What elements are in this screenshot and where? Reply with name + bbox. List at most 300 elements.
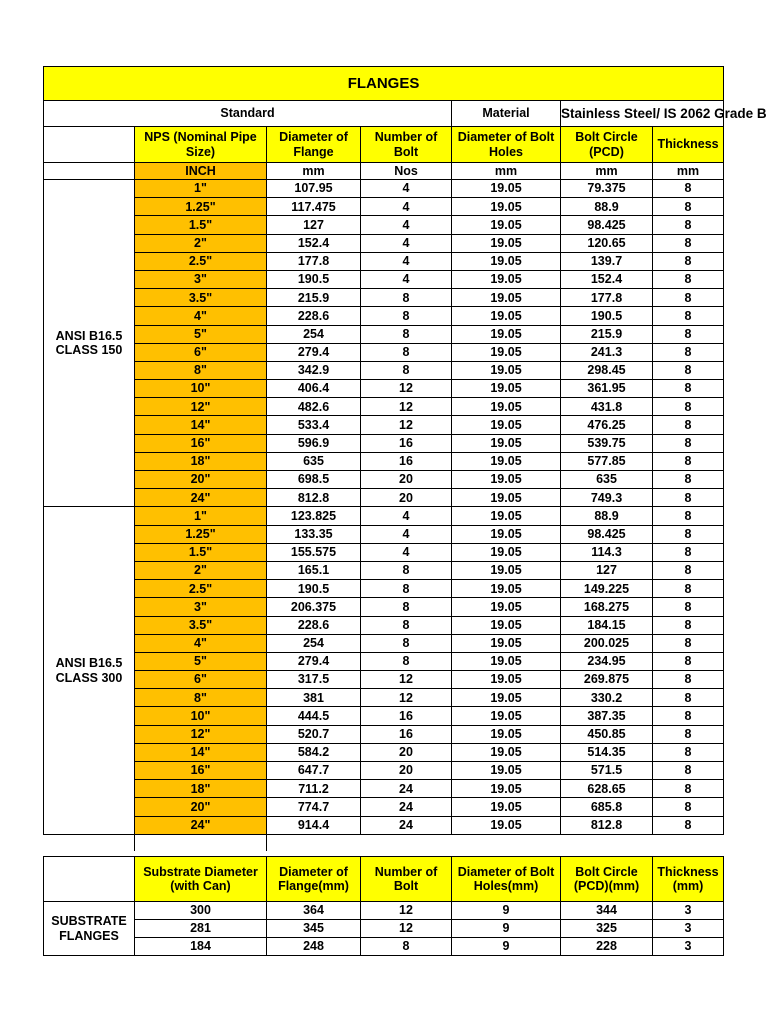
- cell-bolt-circle: 571.5: [561, 762, 653, 780]
- table-row: [44, 743, 724, 761]
- cell-diameter-bolt-holes: 19.05: [452, 216, 561, 234]
- cell-nps: 1.25": [135, 525, 267, 543]
- cell-diameter-bolt-holes: 19.05: [452, 471, 561, 489]
- cell-diameter-flange: 165.1: [267, 561, 361, 579]
- cell-thickness: 8: [653, 598, 724, 616]
- cell-number-bolt: 12: [361, 398, 452, 416]
- cell-nps: 8": [135, 361, 267, 379]
- table-row: [44, 671, 724, 689]
- table-row: [44, 816, 724, 834]
- substrate-flanges-label: SUBSTRATE FLANGES: [44, 902, 135, 956]
- cell-diameter-bolt-holes: 19.05: [452, 289, 561, 307]
- cell-thickness: 8: [653, 525, 724, 543]
- cell-diameter-flange: 698.5: [267, 471, 361, 489]
- cell-bolt-circle: 234.95: [561, 652, 653, 670]
- table-row: [44, 489, 724, 507]
- table-row: [44, 938, 724, 956]
- cell-substrate-diameter: 300: [135, 902, 267, 920]
- cell-thickness: 8: [653, 580, 724, 598]
- cell-substrate-diameter-bolt-holes: 9: [452, 920, 561, 938]
- header-diameter-flange: Diameter of Flange: [267, 127, 361, 163]
- cell-number-bolt: 4: [361, 525, 452, 543]
- cell-thickness: 8: [653, 252, 724, 270]
- cell-thickness: 8: [653, 289, 724, 307]
- table-row: [44, 652, 724, 670]
- cell-diameter-bolt-holes: 19.05: [452, 489, 561, 507]
- cell-diameter-bolt-holes: 19.05: [452, 598, 561, 616]
- cell-number-bolt: 8: [361, 361, 452, 379]
- table-row: [44, 616, 724, 634]
- header-nps: NPS (Nominal Pipe Size): [135, 127, 267, 163]
- cell-bolt-circle: 215.9: [561, 325, 653, 343]
- cell-number-bolt: 8: [361, 580, 452, 598]
- cell-diameter-bolt-holes: 19.05: [452, 380, 561, 398]
- cell-thickness: 8: [653, 343, 724, 361]
- cell-nps: 1": [135, 507, 267, 525]
- cell-bolt-circle: 88.9: [561, 198, 653, 216]
- cell-nps: 20": [135, 471, 267, 489]
- cell-bolt-circle: 812.8: [561, 816, 653, 834]
- cell-thickness: 8: [653, 361, 724, 379]
- cell-diameter-bolt-holes: 19.05: [452, 816, 561, 834]
- cell-number-bolt: 16: [361, 707, 452, 725]
- cell-number-bolt: 24: [361, 798, 452, 816]
- cell-substrate-thickness: 3: [653, 938, 724, 956]
- cell-bolt-circle: 190.5: [561, 307, 653, 325]
- cell-diameter-flange: 711.2: [267, 780, 361, 798]
- units-blank-cell: [44, 163, 135, 180]
- cell-substrate-diameter-flange: 345: [267, 920, 361, 938]
- cell-number-bolt: 4: [361, 270, 452, 288]
- cell-thickness: 8: [653, 634, 724, 652]
- cell-thickness: 8: [653, 270, 724, 288]
- cell-nps: 6": [135, 343, 267, 361]
- cell-number-bolt: 12: [361, 671, 452, 689]
- cell-nps: 3": [135, 270, 267, 288]
- cell-nps: 3.5": [135, 289, 267, 307]
- cell-diameter-flange: 279.4: [267, 652, 361, 670]
- cell-nps: 1.5": [135, 543, 267, 561]
- header-substrate-diameter-flange: Diameter of Flange(mm): [267, 857, 361, 902]
- cell-thickness: 8: [653, 762, 724, 780]
- cell-bolt-circle: 152.4: [561, 270, 653, 288]
- cell-number-bolt: 20: [361, 471, 452, 489]
- cell-diameter-flange: 520.7: [267, 725, 361, 743]
- cell-bolt-circle: 330.2: [561, 689, 653, 707]
- cell-thickness: 8: [653, 543, 724, 561]
- cell-diameter-flange: 381: [267, 689, 361, 707]
- cell-nps: 4": [135, 307, 267, 325]
- table-row: [44, 198, 724, 216]
- cell-number-bolt: 16: [361, 434, 452, 452]
- cell-thickness: 8: [653, 689, 724, 707]
- cell-thickness: 8: [653, 325, 724, 343]
- cell-diameter-bolt-holes: 19.05: [452, 343, 561, 361]
- table-row: [44, 689, 724, 707]
- gap-cell: [267, 834, 724, 851]
- cell-thickness: 8: [653, 307, 724, 325]
- cell-thickness: 8: [653, 616, 724, 634]
- cell-number-bolt: 4: [361, 252, 452, 270]
- cell-bolt-circle: 184.15: [561, 616, 653, 634]
- cell-nps: 2": [135, 561, 267, 579]
- cell-diameter-bolt-holes: 19.05: [452, 780, 561, 798]
- material-value: Stainless Steel/ IS 2062 Grade B: [561, 101, 724, 127]
- table-row: [44, 216, 724, 234]
- cell-number-bolt: 8: [361, 343, 452, 361]
- cell-bolt-circle: 120.65: [561, 234, 653, 252]
- cell-diameter-bolt-holes: 19.05: [452, 707, 561, 725]
- unit-nps: INCH: [135, 163, 267, 180]
- cell-number-bolt: 8: [361, 325, 452, 343]
- header-substrate-diameter-bolt-holes: Diameter of Bolt Holes(mm): [452, 857, 561, 902]
- unit-diameter-bolt-holes: mm: [452, 163, 561, 180]
- cell-diameter-flange: 190.5: [267, 270, 361, 288]
- cell-bolt-circle: 361.95: [561, 380, 653, 398]
- cell-substrate-diameter-bolt-holes: 9: [452, 938, 561, 956]
- cell-diameter-bolt-holes: 19.05: [452, 452, 561, 470]
- cell-substrate-diameter: 184: [135, 938, 267, 956]
- cell-substrate-bolt-circle: 344: [561, 902, 653, 920]
- header-bolt-circle: Bolt Circle (PCD): [561, 127, 653, 163]
- unit-number-bolt: Nos: [361, 163, 452, 180]
- cell-bolt-circle: 577.85: [561, 452, 653, 470]
- cell-number-bolt: 4: [361, 543, 452, 561]
- cell-diameter-bolt-holes: 19.05: [452, 543, 561, 561]
- cell-number-bolt: 16: [361, 452, 452, 470]
- cell-number-bolt: 4: [361, 234, 452, 252]
- cell-bolt-circle: 628.65: [561, 780, 653, 798]
- cell-bolt-circle: 149.225: [561, 580, 653, 598]
- cell-nps: 2": [135, 234, 267, 252]
- class-group-label-line1: ANSI B16.5: [55, 656, 123, 671]
- cell-diameter-bolt-holes: 19.05: [452, 652, 561, 670]
- table-row: [44, 634, 724, 652]
- cell-substrate-diameter-bolt-holes: 9: [452, 902, 561, 920]
- cell-number-bolt: 20: [361, 489, 452, 507]
- cell-thickness: 8: [653, 234, 724, 252]
- cell-substrate-number-bolt: 8: [361, 938, 452, 956]
- header-thickness: Thickness: [653, 127, 724, 163]
- header-substrate-diameter: Substrate Diameter (with Can): [135, 857, 267, 902]
- cell-bolt-circle: 431.8: [561, 398, 653, 416]
- table-row: [44, 270, 724, 288]
- cell-bolt-circle: 387.35: [561, 707, 653, 725]
- cell-thickness: 8: [653, 780, 724, 798]
- cell-number-bolt: 8: [361, 634, 452, 652]
- cell-diameter-flange: 254: [267, 634, 361, 652]
- cell-number-bolt: 20: [361, 762, 452, 780]
- cell-thickness: 8: [653, 180, 724, 198]
- cell-bolt-circle: 168.275: [561, 598, 653, 616]
- cell-diameter-bolt-holes: 19.05: [452, 234, 561, 252]
- cell-bolt-circle: 139.7: [561, 252, 653, 270]
- table-row: [44, 798, 724, 816]
- cell-diameter-flange: 812.8: [267, 489, 361, 507]
- cell-nps: 24": [135, 489, 267, 507]
- class-group-label-line2: CLASS 150: [55, 343, 123, 358]
- cell-thickness: 8: [653, 707, 724, 725]
- table-row: [44, 507, 724, 525]
- cell-diameter-bolt-holes: 19.05: [452, 671, 561, 689]
- cell-diameter-flange: 279.4: [267, 343, 361, 361]
- cell-number-bolt: 8: [361, 307, 452, 325]
- cell-bolt-circle: 98.425: [561, 525, 653, 543]
- cell-nps: 4": [135, 634, 267, 652]
- cell-nps: 8": [135, 689, 267, 707]
- cell-substrate-number-bolt: 12: [361, 902, 452, 920]
- cell-nps: 2.5": [135, 580, 267, 598]
- cell-number-bolt: 20: [361, 743, 452, 761]
- cell-substrate-number-bolt: 12: [361, 920, 452, 938]
- cell-bolt-circle: 114.3: [561, 543, 653, 561]
- cell-diameter-flange: 152.4: [267, 234, 361, 252]
- cell-nps: 16": [135, 762, 267, 780]
- gap-cell: [135, 834, 267, 851]
- substrate-header-blank-cell: [44, 857, 135, 902]
- cell-bolt-circle: 539.75: [561, 434, 653, 452]
- cell-thickness: 8: [653, 798, 724, 816]
- cell-nps: 3": [135, 598, 267, 616]
- header-substrate-bolt-circle: Bolt Circle (PCD)(mm): [561, 857, 653, 902]
- cell-bolt-circle: 514.35: [561, 743, 653, 761]
- table-row: [44, 580, 724, 598]
- cell-bolt-circle: 241.3: [561, 343, 653, 361]
- cell-nps: 2.5": [135, 252, 267, 270]
- cell-substrate-bolt-circle: 228: [561, 938, 653, 956]
- header-blank-cell: [44, 127, 135, 163]
- cell-diameter-flange: 774.7: [267, 798, 361, 816]
- cell-nps: 5": [135, 325, 267, 343]
- cell-number-bolt: 4: [361, 507, 452, 525]
- cell-thickness: 8: [653, 398, 724, 416]
- cell-bolt-circle: 79.375: [561, 180, 653, 198]
- cell-diameter-bolt-holes: 19.05: [452, 398, 561, 416]
- cell-nps: 10": [135, 380, 267, 398]
- table-row: [44, 471, 724, 489]
- cell-thickness: 8: [653, 743, 724, 761]
- table-row: [44, 380, 724, 398]
- cell-nps: 24": [135, 816, 267, 834]
- cell-diameter-bolt-holes: 19.05: [452, 507, 561, 525]
- table-row: [44, 561, 724, 579]
- cell-bolt-circle: 685.8: [561, 798, 653, 816]
- table-row: [44, 543, 724, 561]
- cell-diameter-flange: 482.6: [267, 398, 361, 416]
- cell-substrate-diameter: 281: [135, 920, 267, 938]
- cell-diameter-flange: 190.5: [267, 580, 361, 598]
- cell-number-bolt: 12: [361, 380, 452, 398]
- cell-diameter-flange: 342.9: [267, 361, 361, 379]
- cell-bolt-circle: 88.9: [561, 507, 653, 525]
- cell-bolt-circle: 127: [561, 561, 653, 579]
- table-row: [44, 180, 724, 198]
- class-group-label-line1: ANSI B16.5: [55, 328, 123, 343]
- cell-diameter-bolt-holes: 19.05: [452, 616, 561, 634]
- cell-nps: 16": [135, 434, 267, 452]
- cell-thickness: 8: [653, 416, 724, 434]
- standard-label: Standard: [44, 101, 452, 127]
- cell-diameter-bolt-holes: 19.05: [452, 580, 561, 598]
- header-substrate-thickness: Thickness (mm): [653, 857, 724, 902]
- cell-nps: 3.5": [135, 616, 267, 634]
- table-gap-row: [44, 834, 724, 851]
- cell-diameter-bolt-holes: 19.05: [452, 743, 561, 761]
- cell-bolt-circle: 298.45: [561, 361, 653, 379]
- cell-thickness: 8: [653, 380, 724, 398]
- cell-bolt-circle: 177.8: [561, 289, 653, 307]
- unit-thickness: mm: [653, 163, 724, 180]
- cell-diameter-flange: 206.375: [267, 598, 361, 616]
- cell-substrate-thickness: 3: [653, 920, 724, 938]
- cell-thickness: 8: [653, 652, 724, 670]
- cell-nps: 14": [135, 416, 267, 434]
- class-group-label: [44, 180, 135, 507]
- cell-thickness: 8: [653, 507, 724, 525]
- cell-diameter-bolt-holes: 19.05: [452, 270, 561, 288]
- cell-thickness: 8: [653, 471, 724, 489]
- cell-thickness: 8: [653, 725, 724, 743]
- cell-nps: 1": [135, 180, 267, 198]
- table-row: [44, 920, 724, 938]
- cell-number-bolt: 8: [361, 616, 452, 634]
- flanges-table: [43, 66, 767, 851]
- class-group-label-line2: CLASS 300: [55, 670, 123, 685]
- cell-diameter-bolt-holes: 19.05: [452, 725, 561, 743]
- substrate-flanges-table: [43, 856, 724, 956]
- table-row: [44, 707, 724, 725]
- cell-diameter-bolt-holes: 19.05: [452, 525, 561, 543]
- table-row: [44, 325, 724, 343]
- table-row: [44, 343, 724, 361]
- cell-nps: 5": [135, 652, 267, 670]
- cell-diameter-bolt-holes: 19.05: [452, 252, 561, 270]
- cell-diameter-flange: 133.35: [267, 525, 361, 543]
- cell-thickness: 8: [653, 452, 724, 470]
- cell-diameter-flange: 123.825: [267, 507, 361, 525]
- cell-thickness: 8: [653, 216, 724, 234]
- material-label: Material: [452, 101, 561, 127]
- cell-thickness: 8: [653, 434, 724, 452]
- cell-diameter-flange: 177.8: [267, 252, 361, 270]
- cell-number-bolt: 24: [361, 780, 452, 798]
- cell-diameter-flange: 254: [267, 325, 361, 343]
- cell-nps: 1.25": [135, 198, 267, 216]
- cell-number-bolt: 4: [361, 216, 452, 234]
- unit-bolt-circle: mm: [561, 163, 653, 180]
- cell-thickness: 8: [653, 561, 724, 579]
- table-row: [44, 307, 724, 325]
- table-row: [44, 434, 724, 452]
- cell-diameter-bolt-holes: 19.05: [452, 762, 561, 780]
- cell-bolt-circle: 476.25: [561, 416, 653, 434]
- table-row: [44, 525, 724, 543]
- cell-diameter-flange: 533.4: [267, 416, 361, 434]
- cell-nps: 18": [135, 452, 267, 470]
- cell-number-bolt: 24: [361, 816, 452, 834]
- cell-diameter-flange: 584.2: [267, 743, 361, 761]
- table-row: [44, 598, 724, 616]
- cell-bolt-circle: 269.875: [561, 671, 653, 689]
- cell-diameter-flange: 117.475: [267, 198, 361, 216]
- cell-number-bolt: 8: [361, 598, 452, 616]
- table-title: FLANGES: [44, 67, 724, 101]
- cell-nps: 12": [135, 398, 267, 416]
- cell-diameter-flange: 107.95: [267, 180, 361, 198]
- table-row: [44, 398, 724, 416]
- cell-number-bolt: 8: [361, 652, 452, 670]
- cell-nps: 1.5": [135, 216, 267, 234]
- cell-nps: 20": [135, 798, 267, 816]
- cell-nps: 14": [135, 743, 267, 761]
- cell-diameter-flange: 215.9: [267, 289, 361, 307]
- cell-thickness: 8: [653, 198, 724, 216]
- cell-diameter-flange: 406.4: [267, 380, 361, 398]
- table-row: [44, 452, 724, 470]
- cell-diameter-flange: 317.5: [267, 671, 361, 689]
- table-row: [44, 289, 724, 307]
- header-number-bolt: Number of Bolt: [361, 127, 452, 163]
- cell-thickness: 8: [653, 489, 724, 507]
- cell-number-bolt: 12: [361, 416, 452, 434]
- unit-diameter-flange: mm: [267, 163, 361, 180]
- cell-diameter-bolt-holes: 19.05: [452, 561, 561, 579]
- cell-substrate-bolt-circle: 325: [561, 920, 653, 938]
- cell-diameter-bolt-holes: 19.05: [452, 307, 561, 325]
- cell-diameter-flange: 647.7: [267, 762, 361, 780]
- cell-bolt-circle: 450.85: [561, 725, 653, 743]
- table-row: [44, 780, 724, 798]
- cell-diameter-bolt-holes: 19.05: [452, 361, 561, 379]
- table-row: [44, 234, 724, 252]
- cell-diameter-bolt-holes: 19.05: [452, 325, 561, 343]
- cell-thickness: 8: [653, 671, 724, 689]
- cell-number-bolt: 16: [361, 725, 452, 743]
- cell-diameter-flange: 228.6: [267, 307, 361, 325]
- cell-diameter-flange: 127: [267, 216, 361, 234]
- cell-diameter-bolt-holes: 19.05: [452, 634, 561, 652]
- cell-diameter-flange: 444.5: [267, 707, 361, 725]
- cell-number-bolt: 8: [361, 289, 452, 307]
- cell-bolt-circle: 635: [561, 471, 653, 489]
- cell-substrate-diameter-flange: 248: [267, 938, 361, 956]
- cell-number-bolt: 12: [361, 689, 452, 707]
- cell-thickness: 8: [653, 816, 724, 834]
- table-row: [44, 902, 724, 920]
- table-row: [44, 252, 724, 270]
- cell-number-bolt: 4: [361, 180, 452, 198]
- cell-nps: 12": [135, 725, 267, 743]
- cell-nps: 10": [135, 707, 267, 725]
- cell-diameter-flange: 155.575: [267, 543, 361, 561]
- cell-diameter-bolt-holes: 19.05: [452, 180, 561, 198]
- cell-bolt-circle: 749.3: [561, 489, 653, 507]
- cell-nps: 18": [135, 780, 267, 798]
- gap-cell: [44, 834, 135, 851]
- cell-diameter-flange: 596.9: [267, 434, 361, 452]
- cell-diameter-bolt-holes: 19.05: [452, 198, 561, 216]
- cell-diameter-flange: 228.6: [267, 616, 361, 634]
- class-group-label: [44, 507, 135, 834]
- cell-diameter-flange: 914.4: [267, 816, 361, 834]
- cell-diameter-bolt-holes: 19.05: [452, 434, 561, 452]
- cell-diameter-bolt-holes: 19.05: [452, 416, 561, 434]
- cell-diameter-flange: 635: [267, 452, 361, 470]
- cell-diameter-bolt-holes: 19.05: [452, 798, 561, 816]
- table-row: [44, 361, 724, 379]
- cell-diameter-bolt-holes: 19.05: [452, 689, 561, 707]
- table-row: [44, 762, 724, 780]
